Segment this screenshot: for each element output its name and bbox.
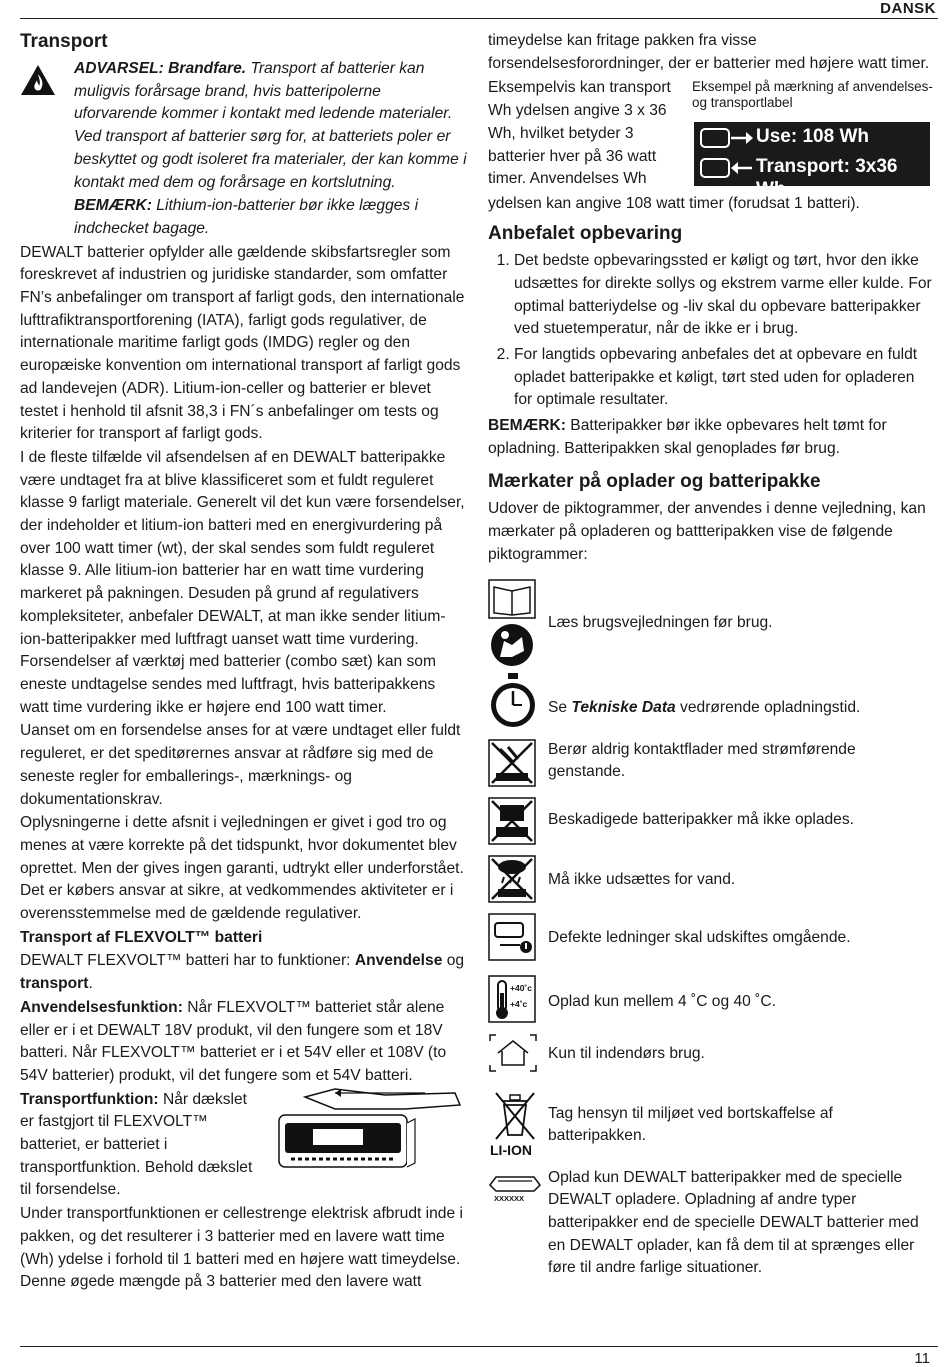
footer-rule bbox=[20, 1346, 938, 1347]
example-continued: ydelsen kan angive 108 watt timer (forudsat 1 batteri). bbox=[488, 195, 860, 213]
transport-wh: Transport: 3x36 Wh bbox=[756, 156, 898, 200]
dewalt-charger-icon bbox=[488, 1167, 544, 1203]
note-label: BEMÆRK: bbox=[74, 197, 152, 215]
right-column bbox=[488, 30, 934, 1287]
temperature-icon bbox=[488, 975, 538, 1025]
no-water-icon bbox=[488, 855, 538, 905]
list-item: 2. For langtids opbevaring anbefales det at opbevare en fuldt opladet batteripakke et køligt, tørt sted uden for opladeren for optimale resultater. bbox=[514, 344, 934, 412]
transport-mode-text: Når dækslet er fastgjort til FLEXVOLT™ batteriet, er batteriet i transportfunktion. Behold dækslet til forsendelse. bbox=[20, 1090, 253, 1199]
header-rule bbox=[20, 18, 938, 19]
transport-mode-block bbox=[20, 1089, 468, 1203]
intro-text: . bbox=[88, 975, 93, 993]
pictogram-text: Må ikke udsættes for vand. bbox=[548, 870, 736, 888]
li-ion-text: LI-ION bbox=[490, 1141, 532, 1158]
list-item: 1. Det bedste opbevaringssted er køligt og tørt, hvor den ikke udsættes for direkte sollys og ekstrem varme eller kulde. For optimal batteriydelse og -liv skal du opbevare batteripakker ved stuetemperatur, når de ikke er i brug. bbox=[514, 250, 934, 341]
intro-bold: Anvendelse bbox=[354, 952, 443, 970]
pictogram-text bbox=[548, 697, 928, 720]
transport-heading: Transport bbox=[20, 31, 108, 52]
flexvolt-intro bbox=[20, 950, 468, 995]
pict-text: vedrørende opladningstid. bbox=[675, 698, 861, 716]
storage-list bbox=[488, 250, 934, 412]
pictogram-text: Defekte ledninger skal udskiftes omgående. bbox=[548, 928, 851, 946]
pictogram-row bbox=[488, 739, 934, 797]
pictogram-row bbox=[488, 1087, 934, 1167]
storage-heading: Anbefalet opbevaring bbox=[488, 223, 683, 245]
pict-text: Se bbox=[548, 698, 572, 716]
flexvolt-heading: Transport af FLEXVOLT™ batteri bbox=[20, 928, 263, 946]
note-text: Lithium-ion-batterier bør ikke lægges i indchecket bagage. bbox=[74, 197, 419, 237]
pictogram-row bbox=[488, 579, 934, 673]
battery-cap-illustration bbox=[275, 1079, 465, 1175]
temp-min-text: +4˚c bbox=[510, 998, 528, 1009]
use-mode-icon bbox=[698, 125, 754, 153]
transport-mode-icon bbox=[698, 155, 754, 183]
paragraph: Under transportfunktionen er cellestrenge elektrisk afbrudt inde i pakken, og det resulterer i 3 batterier med en lavere watt time (Wh) ydelse i forhold til 1 batteri med en højere watt timeydelse. Denne øgede mængde på 3 batterier med den lavere watt bbox=[20, 1205, 463, 1291]
no-contact-icon bbox=[488, 739, 538, 789]
wh-label-box bbox=[694, 122, 930, 200]
pictogram-text: Kun til indendørs brug. bbox=[548, 1044, 705, 1062]
paragraph: Uanset om en forsendelse anses for at være undtaget eller fuldt reguleret, er det speditørernes ansvar at rådføre sig med de seneste regler for emballerings-, mærknings- og dokumentationskrav. bbox=[20, 722, 461, 808]
use-mode-text: Når FLEXVOLT™ batteriet står alene eller er i et DEWALT 18V produkt, vil den fungere som et 18V batteri. Når FLEXVOLT™ batteriet er i et 54V eller et 108V (to 54V batterier) produkt, vil det fungere som et 54V batteri. bbox=[20, 998, 447, 1084]
continued-paragraph: timeydelse kan fritage pakken fra visse forsendelsesforordninger, der er batterier med højere watt timer. bbox=[488, 32, 930, 72]
note-label: BEMÆRK: bbox=[488, 417, 566, 435]
intro-text: og bbox=[442, 952, 465, 970]
pictogram-text: Berør aldrig kontaktflader med strømførende genstande. bbox=[548, 740, 856, 781]
pictogram-row bbox=[488, 1033, 934, 1087]
paragraph: DEWALT batterier opfylder alle gældende skibsfartsregler som foreskrevet af industrien og juridiske standarder, som omfatter FN’s anbefalinger om transport af farligt gods, den internationale lufttrafiktransportforening (IATA), farligt gods regulativer, de internationale maritime farligt gods (IMDG) regler og den europæiske konvention om international transport af farligt gods ad landevejen (ADR). Litium-ion-celler og batterier er blevet testet i henhold til afsnit 38,3 i FN´s anbefalinger om tests og kriterier for transport af farligt gods. bbox=[20, 243, 465, 443]
labels-heading: Mærkater på oplader og batteripakke bbox=[488, 471, 821, 493]
pict-bold: Tekniske Data bbox=[571, 698, 676, 716]
pictogram-text: Oplad kun DEWALT batteripakker med de specielle DEWALT opladere. Opladning af andre typer batteripakker end de specielle DEWALT batterier med en DEWALT oplader, kan få dem til at sprænges eller føre til andre farlige situationer. bbox=[548, 1168, 919, 1277]
damaged-battery-icon bbox=[488, 797, 538, 847]
indoor-icon bbox=[488, 1033, 538, 1073]
example-caption: Eksempel på mærkning af anvendelses- og transportlabel bbox=[692, 79, 933, 111]
warning-label: ADVARSEL: Brandfare. bbox=[74, 60, 247, 77]
pictogram-text: Læs brugsvejledningen før brug. bbox=[548, 613, 773, 631]
example-text: Eksempelvis kan transport Wh ydelsen angive 3 x 36 Wh, hvilket betyder 3 batterier hver på 36 watt timer. Anvendelses Wh bbox=[488, 79, 671, 188]
labels-intro: Udover de piktogrammer, der anvendes i denne vejledning, kan mærkater på opladeren og battteripakken vise de følgende piktogrammer: bbox=[488, 500, 926, 563]
pictogram-row bbox=[488, 855, 934, 913]
language-label: DANSK bbox=[880, 0, 936, 17]
read-manual-icon bbox=[488, 579, 538, 667]
pictogram-row bbox=[488, 913, 934, 975]
paragraph: I de fleste tilfælde vil afsendelsen af en DEWALT batteripakke være undtaget fra at blive klassificeret som et fuldt reguleret klasse 9 farligt materiale. Generelt vil det kun være forsendelser, der indeholder et litium-ion batteri med en energivurdering på over 100 watt timer (wt), der skal sendes som fuldt reguleret klasse 9. Alle litium-ion batterier har en watt time vurdering markeret på pakningen. Desuden på grund af regulativers kompleksiteter, anbefaler DEWALT, at man ikke sender litium-ion-batteripakker med luftfragt uanset watt time vurdering. Forsendelser af værktøj med batterier (combo sæt) kan som eneste undtagelse sendes med luftfragt, hvis batteripakkens watt time vurdering ikke er højere end 100 watt timer. bbox=[20, 448, 465, 716]
pictogram-row bbox=[488, 975, 934, 1033]
stopwatch-icon bbox=[488, 673, 538, 729]
cord-replace-icon bbox=[488, 913, 538, 963]
model-text: XXXXXX bbox=[494, 1193, 525, 1203]
use-wh: Use: 108 Wh bbox=[756, 126, 869, 147]
pictogram-text: Tag hensyn til miljøet ved bortskaffelse af batteripakken. bbox=[548, 1104, 833, 1145]
paragraph: Oplysningerne i dette afsnit i vejledningen er givet i god tro og menes at være korrekte på det tidspunkt, hvor dokumentet blev oprettet. Men der gives ingen garanti, udtrykt eller underforstået. Det er købers ansvar at sikre, at vedkommendes aktiviteter er i overensstemmelse med de gældende regulativer. bbox=[20, 814, 464, 923]
page-number: 11 bbox=[914, 1350, 930, 1367]
left-column bbox=[20, 30, 468, 1295]
fire-warning bbox=[20, 58, 468, 241]
fire-warning-icon bbox=[20, 64, 56, 96]
intro-text: DEWALT FLEXVOLT™ batteri har to funktioner: bbox=[20, 952, 355, 970]
transport-mode-label: Transportfunktion: bbox=[20, 1090, 159, 1108]
temp-max-text: +40˚c bbox=[510, 982, 532, 993]
recycle-bin-icon bbox=[488, 1087, 542, 1159]
pictogram-row bbox=[488, 797, 934, 855]
pictogram-row bbox=[488, 1167, 934, 1287]
use-mode-label: Anvendelsesfunktion: bbox=[20, 998, 183, 1016]
note-text: Batteripakker bør ikke opbevares helt tømt for opladning. Batteripakken skal genoplades før brug. bbox=[488, 417, 887, 457]
pictogram-text: Beskadigede batteripakker må ikke oplades. bbox=[548, 810, 854, 828]
intro-bold: transport bbox=[20, 975, 89, 993]
use-mode-paragraph bbox=[20, 997, 468, 1088]
pictogram-row bbox=[488, 673, 934, 739]
pictogram-text: Oplad kun mellem 4 ˚C og 40 ˚C. bbox=[548, 992, 776, 1010]
warning-text: Transport af batterier kan muligvis forårsage brand, hvis batteripolerne uforvarende kommer i kontakt med ledende materialer. Ved transport af batterier sørg for, at batteriets poler er beskyttet og godt isoleret fra materialer, der kan komme i kontakt med dem og forårsage en kortslutning. bbox=[74, 60, 467, 191]
